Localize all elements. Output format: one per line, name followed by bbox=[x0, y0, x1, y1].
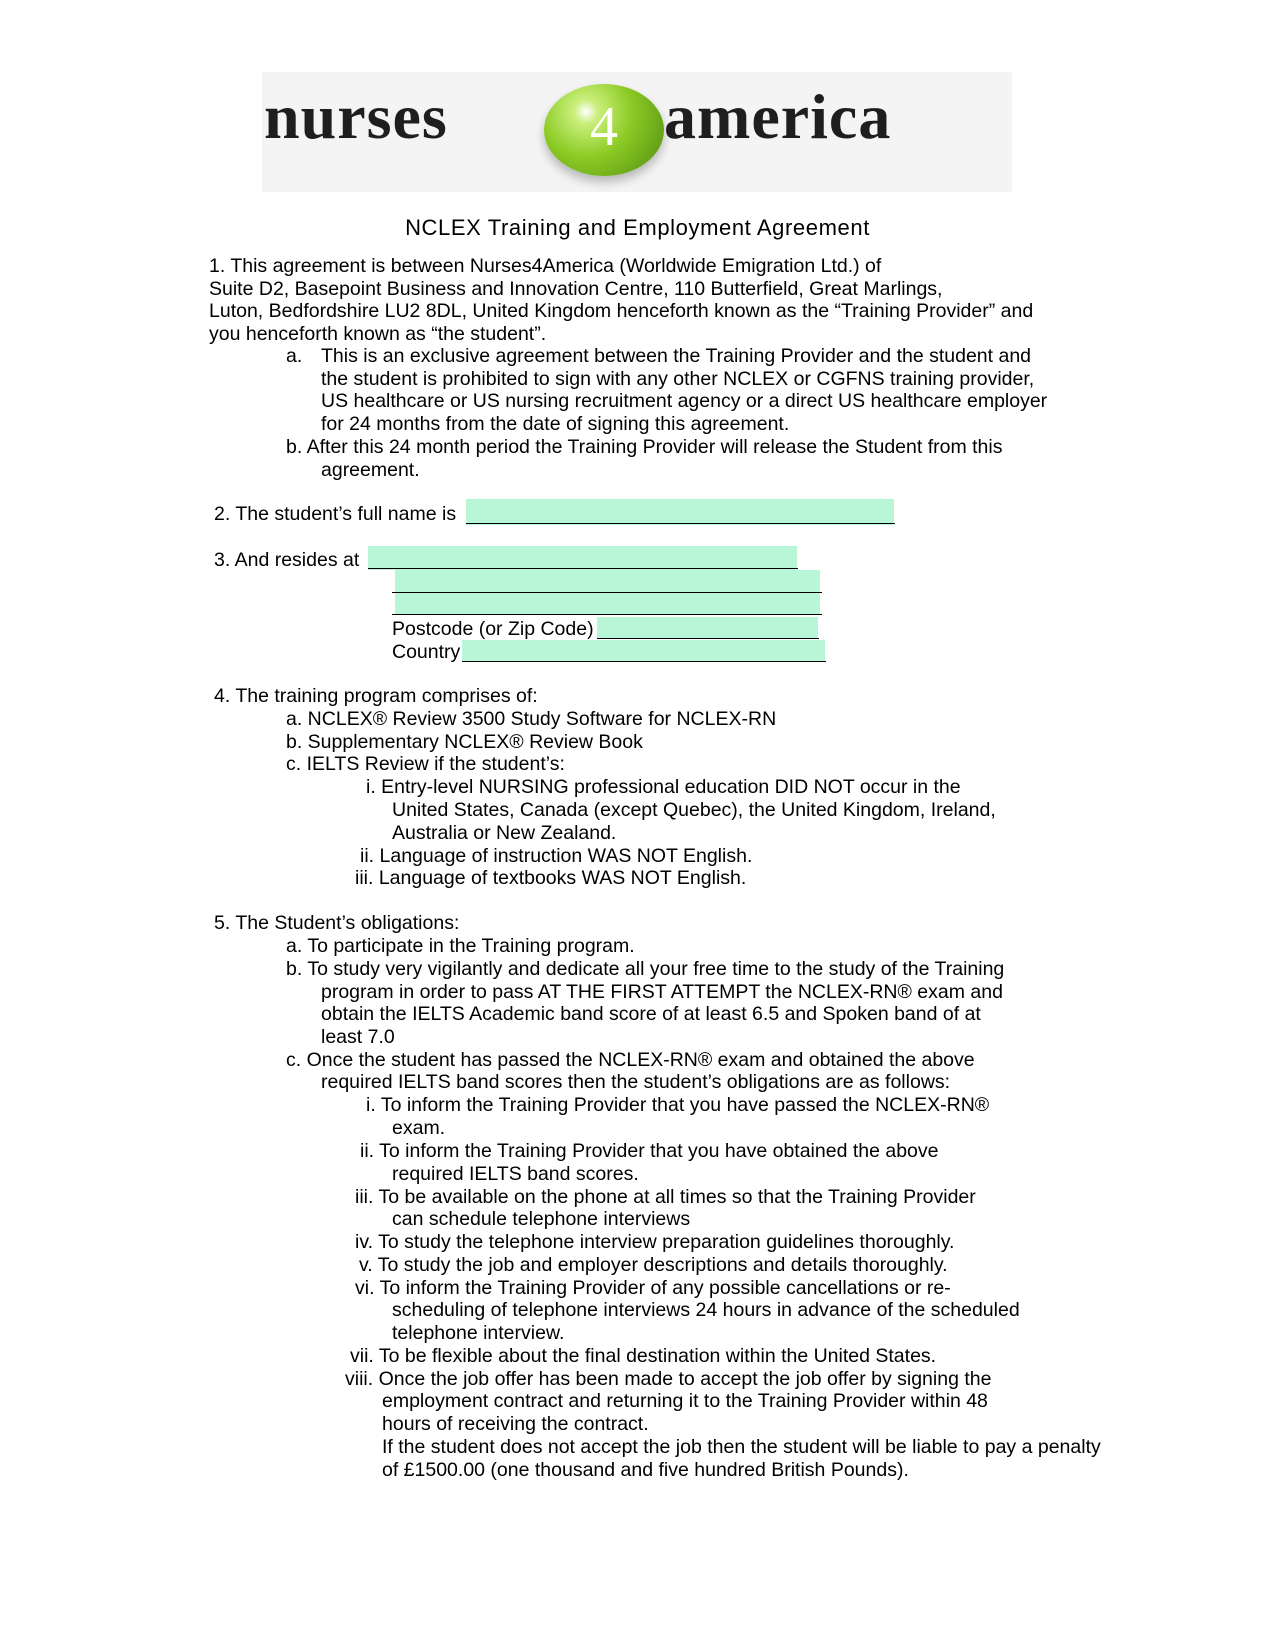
document-title: NCLEX Training and Employment Agreement bbox=[405, 215, 870, 240]
section1-line2: Suite D2, Basepoint Business and Innovation Centre, 110 Butterfield, Great Marlings, bbox=[209, 278, 943, 300]
section5-c-line1: c. Once the student has passed the NCLEX-RN® exam and obtained the above bbox=[286, 1049, 975, 1071]
section1-a-line2: the student is prohibited to sign with any other NCLEX or CGFNS training provider, bbox=[321, 368, 1035, 390]
address-line2-underline bbox=[392, 592, 822, 593]
country-label: Country bbox=[392, 641, 461, 663]
company-logo bbox=[262, 72, 1012, 192]
section4-heading: 4. The training program comprises of: bbox=[214, 685, 538, 707]
section5-heading: 5. The Student’s obligations: bbox=[214, 912, 460, 934]
section1-a-line3: US healthcare or US nursing recruitment agency or a direct US healthcare employer bbox=[321, 390, 1048, 412]
section4-a: a. NCLEX® Review 3500 Study Software for NCLEX-RN bbox=[286, 708, 777, 730]
section5-viii-line1: viii. Once the job offer has been made to accept the job offer by signing the bbox=[345, 1368, 992, 1390]
section5-b-line2: program in order to pass AT THE FIRST ATTEMPT the NCLEX-RN® exam and bbox=[321, 981, 1003, 1003]
address-label: 3. And resides at bbox=[214, 549, 360, 571]
logo-green-ball-icon bbox=[544, 84, 664, 176]
address-line3-underline bbox=[392, 614, 822, 615]
section5-b-line4: least 7.0 bbox=[321, 1026, 395, 1048]
section1-line1: 1. This agreement is between Nurses4America (Worldwide Emigration Ltd.) of bbox=[209, 255, 882, 277]
logo-word-nurses: nurses bbox=[264, 81, 448, 152]
address-line3-field[interactable] bbox=[395, 594, 820, 615]
section5-viii-line4: If the student does not accept the job then the student will be liable to pay a penalty bbox=[382, 1436, 1101, 1458]
section4-c: c. IELTS Review if the student’s: bbox=[286, 753, 565, 775]
logo-word-america: america bbox=[664, 81, 892, 152]
section5-ii-line2: required IELTS band scores. bbox=[392, 1163, 639, 1185]
country-underline bbox=[462, 661, 826, 662]
section5-vii: vii. To be flexible about the final destination within the United States. bbox=[350, 1345, 937, 1367]
section1-b-line2: agreement. bbox=[321, 459, 420, 481]
address-line1-field[interactable] bbox=[368, 546, 797, 570]
section5-c-line2: required IELTS band scores then the student’s obligations are as follows: bbox=[321, 1071, 951, 1093]
section5-vi-line1: vi. To inform the Training Provider of any possible cancellations or re- bbox=[355, 1277, 951, 1299]
postcode-label: Postcode (or Zip Code) bbox=[392, 618, 594, 640]
section4-iii: iii. Language of textbooks WAS NOT English. bbox=[355, 867, 747, 889]
section5-v: v. To study the job and employer descriptions and details thoroughly. bbox=[359, 1254, 948, 1276]
postcode-underline bbox=[597, 638, 819, 639]
postcode-field[interactable] bbox=[597, 617, 818, 639]
section5-b-line3: obtain the IELTS Academic band score of at least 6.5 and Spoken band of at bbox=[321, 1003, 981, 1025]
section5-b-line1: b. To study very vigilantly and dedicate all your free time to the study of the Training bbox=[286, 958, 1005, 980]
section1-a-label: a. bbox=[286, 345, 303, 367]
section5-viii-line2: employment contract and returning it to the Training Provider within 48 bbox=[382, 1390, 988, 1412]
section5-viii-line3: hours of receiving the contract. bbox=[382, 1413, 649, 1435]
section5-vi-line2: scheduling of telephone interviews 24 hours in advance of the scheduled bbox=[392, 1299, 1020, 1321]
section5-ii-line1: ii. To inform the Training Provider that you have obtained the above bbox=[360, 1140, 939, 1162]
section5-iii-line2: can schedule telephone interviews bbox=[392, 1208, 691, 1230]
section4-i-line2: United States, Canada (except Quebec), the United Kingdom, Ireland, bbox=[392, 799, 996, 821]
section5-iv: iv. To study the telephone interview preparation guidelines thoroughly. bbox=[355, 1231, 955, 1253]
section1-b-line1: b. After this 24 month period the Training Provider will release the Student from this bbox=[286, 436, 1003, 458]
address-line2-field[interactable] bbox=[395, 570, 820, 594]
section1-a-line1: This is an exclusive agreement between the Training Provider and the student and bbox=[321, 345, 1032, 367]
section4-b: b. Supplementary NCLEX® Review Book bbox=[286, 731, 643, 753]
section1-line4: you henceforth known as “the student”. bbox=[209, 323, 547, 345]
section5-i-line1: i. To inform the Training Provider that you have passed the NCLEX-RN® bbox=[366, 1094, 990, 1116]
full-name-underline bbox=[466, 523, 895, 524]
section1-a-line4: for 24 months from the date of signing this agreement. bbox=[321, 413, 790, 435]
logo-digit: 4 bbox=[590, 96, 618, 158]
full-name-label: 2. The student’s full name is bbox=[214, 503, 457, 525]
section5-vi-line3: telephone interview. bbox=[392, 1322, 565, 1344]
address-line1-underline bbox=[368, 568, 798, 569]
section4-i-line1: i. Entry-level NURSING professional education DID NOT occur in the bbox=[366, 776, 961, 798]
section5-viii-line5: of £1500.00 (one thousand and five hundred British Pounds). bbox=[382, 1459, 909, 1481]
country-field[interactable] bbox=[462, 640, 825, 662]
section4-i-line3: Australia or New Zealand. bbox=[392, 822, 617, 844]
section1-line3: Luton, Bedfordshire LU2 8DL, United Kingdom henceforth known as the “Training Provider” and bbox=[209, 300, 1034, 322]
section5-i-line2: exam. bbox=[392, 1117, 446, 1139]
section5-a: a. To participate in the Training program. bbox=[286, 935, 635, 957]
full-name-field[interactable] bbox=[466, 499, 894, 525]
section5-iii-line1: iii. To be available on the phone at all times so that the Training Provider bbox=[355, 1186, 976, 1208]
section4-ii: ii. Language of instruction WAS NOT English. bbox=[360, 845, 753, 867]
